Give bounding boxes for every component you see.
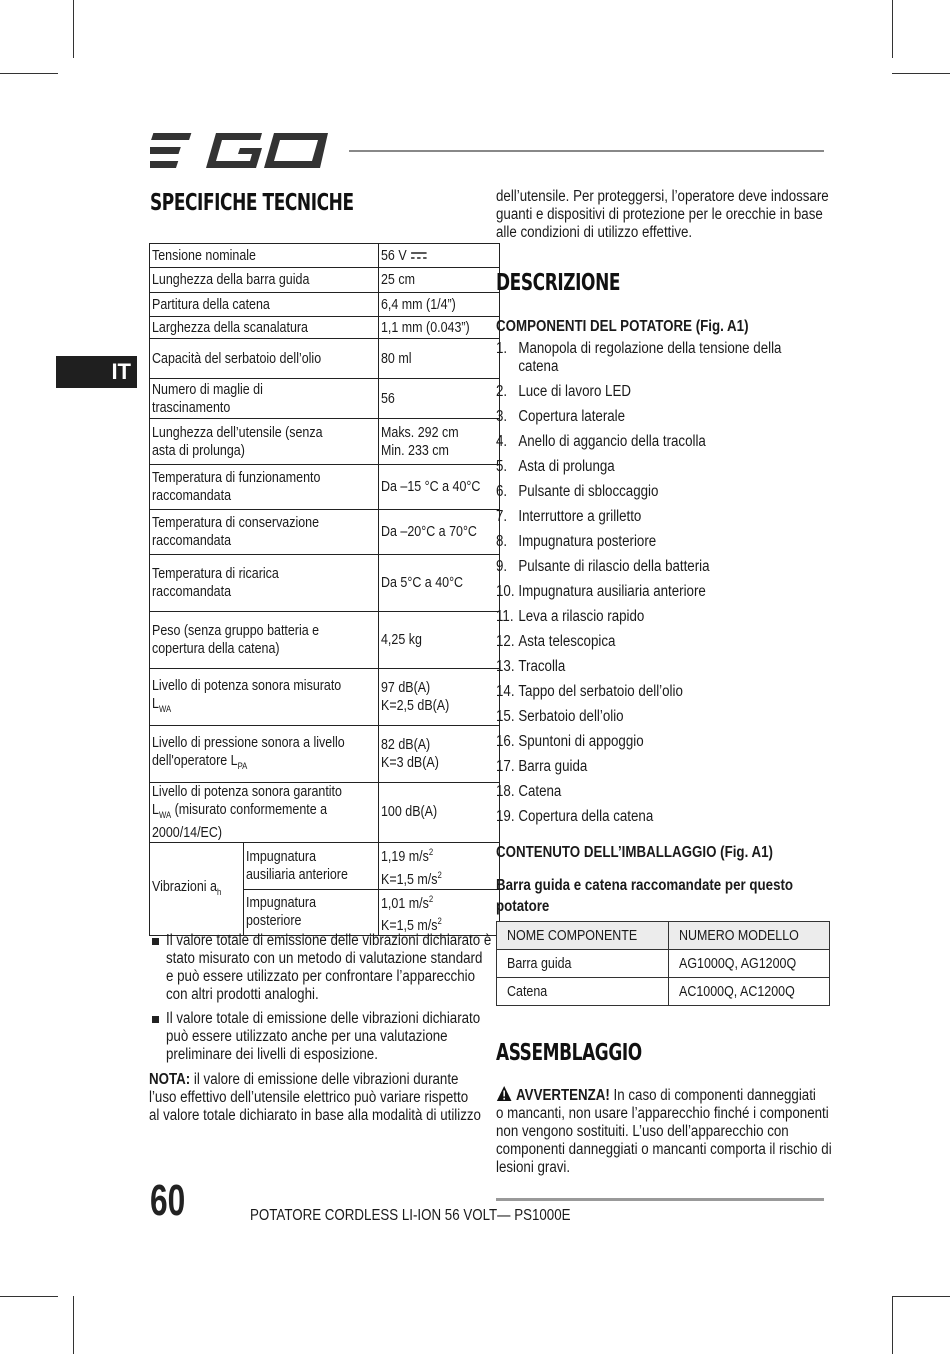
spec-value: 25 cm — [381, 272, 416, 288]
list-item: 5. Asta di prolunga — [496, 458, 615, 475]
spec-value: 1,1 mm (0.043”) — [381, 319, 470, 336]
list-item: 6. Pulsante di sbloccaggio — [496, 483, 659, 500]
table-cell: Catena — [507, 983, 548, 1000]
spec-label: Partitura della catena — [152, 296, 270, 313]
list-item: 1. Manopola di regolazione della tensione della catena — [496, 340, 782, 375]
spec-label: Numero di maglie di trascinamento — [152, 381, 263, 416]
table-cell: AG1000Q, AG1200Q — [679, 955, 797, 972]
footer-text: POTATORE CORDLESS LI-ION 56 VOLT— PS1000E — [250, 1207, 571, 1224]
nota-paragraph: NOTA: il valore di emissione delle vibrazioni durante l’uso effettivo dell’utensile elettrico può variare rispetto al valore totale dichiarato in base alla modalità di utilizzo — [149, 1071, 481, 1124]
list-item: 19. Copertura della catena — [496, 808, 654, 825]
crop-mark — [73, 0, 74, 58]
header-rule — [349, 150, 824, 152]
spec-label: Lunghezza dell’utensile (senza asta di prolunga) — [152, 424, 323, 459]
spec-label: Larghezza della scanalatura — [152, 319, 308, 336]
table-cell: Barra guida — [507, 955, 572, 972]
crop-mark — [73, 1296, 74, 1354]
vibration-part: Impugnatura ausiliaria anteriore — [245, 848, 348, 883]
list-item: 3. Copertura laterale — [496, 408, 626, 425]
spec-value: Da 5°C a 40°C — [381, 575, 464, 591]
crop-mark — [0, 1296, 58, 1297]
spec-label: Temperatura di ricarica raccomandata — [152, 566, 279, 600]
spec-value: 56 — [381, 390, 395, 407]
components-title: COMPONENTI DEL POTATORE (Fig. A1) — [496, 318, 749, 335]
spec-value: 6,4 mm (1/4”) — [381, 296, 456, 313]
spec-value: 56 V — [381, 247, 480, 265]
footer-rule — [496, 1198, 824, 1201]
intro-paragraph: dell’utensile. Per proteggersi, l’operatore deve indossare guanti e dispositivi di protezione per le orecchie in base alle condizioni di utilizzo effettive. — [496, 188, 829, 241]
bullet-text: Il valore totale di emissione delle vibrazioni dichiarato è stato misurato con un metodo di valutazione standard e può essere utilizzato per confrontare l’apparecchio con altri prodotti analoghi. — [166, 932, 492, 1003]
spec-label: Lunghezza della barra guida — [152, 272, 310, 288]
description-title: DESCRIZIONE — [496, 270, 621, 296]
spec-label: Peso (senza gruppo batteria e copertura della catena) — [152, 623, 320, 657]
spec-label: Livello di potenza sonora misurato $L_{WA}$ — [152, 677, 342, 714]
vibration-part: Impugnatura posteriore — [245, 895, 316, 930]
spec-value: 80 ml — [381, 350, 412, 367]
spec-value: 97 dB(A) K=2,5 dB(A) — [381, 680, 450, 714]
ego-logo — [150, 131, 332, 171]
crop-mark — [892, 1296, 893, 1354]
components-list — [496, 340, 826, 833]
spec-label: Temperatura di conservazione raccomandata — [152, 515, 320, 549]
list-item: 12. Asta telescopica — [496, 633, 616, 650]
vibration-value: 1,01 $m/s^2$ K=1,5 $m/s^2$ — [381, 893, 442, 935]
table-cell: AC1000Q, AC1200Q — [679, 983, 796, 1000]
bullet-marker — [152, 1016, 159, 1023]
packaging-title: CONTENUTO DELL’IMBALLAGGIO (Fig. A1) — [496, 844, 773, 861]
language-tab: IT — [56, 356, 137, 388]
spec-label: Livello di pressione sonora a livello dell'operatore $L_{PA}$ — [152, 734, 345, 771]
crop-mark — [892, 73, 950, 74]
bullet-text: Il valore totale di emissione delle vibrazioni dichiarato può essere utilizzato anche per una valutazione preliminare dei livelli di esposizione. — [166, 1010, 481, 1063]
list-item: 10. Impugnatura ausiliaria anteriore — [496, 583, 706, 600]
spec-value: 4,25 kg — [381, 632, 422, 648]
spec-value: Da –15 °C a 40°C — [381, 479, 481, 495]
spec-label: Temperatura di funzionamento raccomandata — [152, 470, 321, 504]
dc-symbol-icon — [410, 250, 427, 260]
spec-value: Maks. 292 cm Min. 233 cm — [381, 424, 459, 459]
page-number: 60 — [150, 1176, 186, 1225]
list-item: 15. Serbatoio dell’olio — [496, 708, 624, 725]
list-item: 9. Pulsante di rilascio della batteria — [496, 558, 710, 575]
table-header: NUMERO MODELLO — [679, 927, 800, 944]
spec-value: 100 dB(A) — [381, 804, 438, 821]
table-header: NOME COMPONENTE — [507, 927, 638, 944]
list-item: 14. Tappo del serbatoio dell’olio — [496, 683, 683, 700]
spec-value: 82 dB(A) K=3 dB(A) — [381, 737, 439, 771]
recommended-title: Barra guida e catena raccomandate per questo potatore — [496, 877, 794, 915]
list-item: 17. Barra guida — [496, 758, 588, 775]
warning-paragraph: AVVERTENZA! In caso di componenti danneggiati o mancanti, non usare l’apparecchio finché i componenti non vengono sostituiti. L’uso dell’apparecchio con componenti danneggiati o mancanti comporta il rischio di lesioni gravi. — [496, 1087, 832, 1176]
list-item: 7. Interruttore a grilletto — [496, 508, 642, 525]
crop-mark — [892, 0, 893, 58]
crop-mark — [0, 73, 58, 74]
spec-label: Tensione nominale — [152, 247, 256, 264]
list-item: 4. Anello di aggancio della tracolla — [496, 433, 706, 450]
crop-mark — [892, 1296, 950, 1297]
spec-value: Da –20°C a 70°C — [381, 524, 478, 540]
spec-label: Livello di potenza sonora garantito $L_{WA}$ (misurato conformemente a 2000/14/EC) — [152, 784, 342, 841]
list-item: 11. Leva a rilascio rapido — [496, 608, 645, 625]
list-item: 13. Tracolla — [496, 658, 566, 675]
vibration-label: Vibrazioni $a_h$ — [152, 878, 222, 897]
vibration-value: 1,19 $m/s^2$ K=1,5 $m/s^2$ — [381, 846, 442, 888]
spec-label: Capacità del serbatoio dell’olio — [152, 350, 322, 367]
warning-icon — [496, 1085, 512, 1102]
list-item: 18. Catena — [496, 783, 562, 800]
components-table — [496, 921, 830, 1006]
specs-title: SPECIFICHE TECNICHE — [150, 190, 354, 216]
spec-table — [149, 243, 500, 936]
assembly-title: ASSEMBLAGGIO — [496, 1040, 642, 1066]
list-item: 2. Luce di lavoro LED — [496, 383, 631, 400]
list-item: 8. Impugnatura posteriore — [496, 533, 657, 550]
list-item: 16. Spuntoni di appoggio — [496, 733, 644, 750]
bullet-marker — [152, 938, 159, 945]
